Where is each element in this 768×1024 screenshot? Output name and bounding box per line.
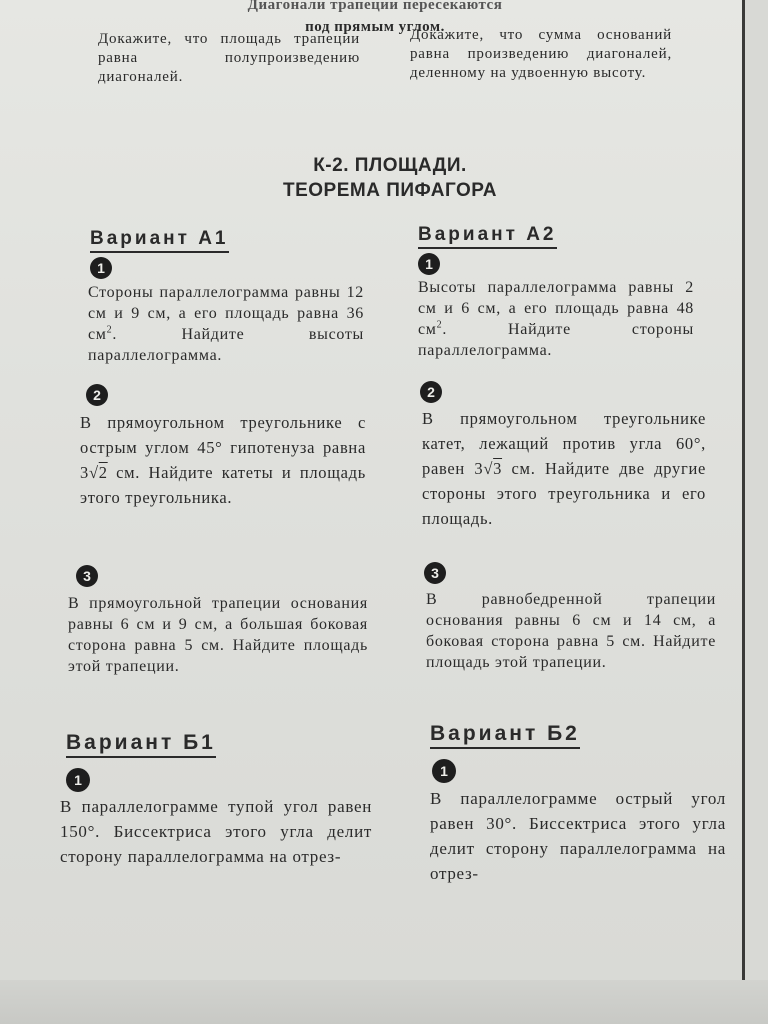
task-number-badge: 3 bbox=[424, 562, 446, 584]
variant-b2-task1: В параллелограмме острый угол равен 30°. Биссектриса этого угла делит сторону параллелограмма на отрез- bbox=[430, 789, 726, 883]
variant-a2-task1: Высоты параллелограмма равны 2 см и 6 см, а его площадь равна 48 $см^2$. Найдите стороны параллелограмма. bbox=[418, 279, 694, 359]
task-number-badge: 2 bbox=[420, 381, 442, 403]
variant-b1-task1: В параллелограмме тупой угол равен 150°. Биссектриса этого угла делит сторону параллелограмма на отрез- bbox=[60, 797, 372, 866]
task-number-badge: 1 bbox=[418, 253, 440, 275]
variant-a2-task3: В равнобедренной трапеции основания равны 6 см и 14 см, а боковая сторона равна 5 см. Найдите площадь этой трапеции. bbox=[426, 591, 716, 671]
previous-heading-line1: Диагонали трапеции пересекаются bbox=[247, 0, 503, 13]
task-number-badge: 1 bbox=[66, 768, 90, 792]
page-right-edge bbox=[742, 0, 768, 1024]
variant-a1-heading: Вариант А1 bbox=[90, 228, 229, 253]
variant-a1-task3: В прямоугольной трапеции основания равны 6 см и 9 см, а большая боковая сторона равна 5 см. Найдите площадь этой трапеции. bbox=[68, 595, 368, 675]
section-title-line1: К-2. ПЛОЩАДИ. bbox=[313, 155, 467, 176]
previous-heading-line2: под прямым углом. bbox=[305, 19, 445, 35]
page-bottom-edge bbox=[0, 980, 768, 1024]
task-number-badge: 3 bbox=[76, 565, 98, 587]
variant-b1-heading: Вариант Б1 bbox=[66, 731, 216, 758]
task-number-badge: 1 bbox=[432, 759, 456, 783]
task-number-badge: 1 bbox=[90, 257, 112, 279]
section-title-line2: ТЕОРЕМА ПИФАГОРА bbox=[282, 180, 498, 201]
variant-a2-task2: В прямоугольном треугольнике катет, лежащий против угла 60°, равен 3√3 см. Найдите две другие стороны этого треугольника и его площадь. bbox=[422, 409, 706, 528]
previous-task-left-text: Докажите, что площадь трапеции равна полупроизведению диагоналей. bbox=[98, 31, 360, 85]
task-number-badge: 2 bbox=[86, 384, 108, 406]
variant-a2-heading: Вариант А2 bbox=[418, 224, 557, 249]
section-title bbox=[220, 153, 560, 203]
variant-a1-task1: Стороны параллелограмма равны 12 см и 9 см, а его площадь равна 36 $см^2$. Найдите высоты параллелограмма. bbox=[88, 284, 364, 364]
previous-task-right-text: Докажите, что сумма оснований равна произведению диагоналей, деленному на удвоенную высоту. bbox=[410, 27, 672, 81]
variant-b2-heading: Вариант Б2 bbox=[430, 722, 580, 749]
variant-a1-task2: В прямоугольном треугольнике с острым углом 45° гипотенуза равна 3√2 см. Найдите катеты и площадь этого треугольника. bbox=[80, 413, 366, 507]
